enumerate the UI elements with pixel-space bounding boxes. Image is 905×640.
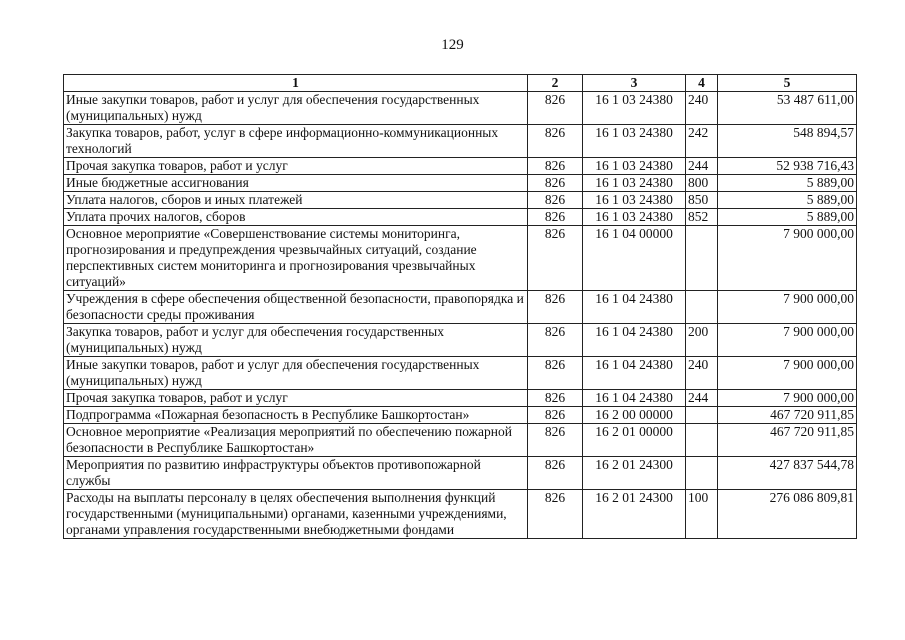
row-ministry-code: 826 <box>528 175 583 192</box>
budget-table <box>63 74 857 539</box>
row-expense-type: 850 <box>686 192 718 209</box>
row-target-code: 16 1 03 24380 <box>583 158 686 175</box>
row-name: Расходы на выплаты персоналу в целях обеспечения выполнения функций государственными (муниципальными) органами, казенными учреждениями, органами управления государственными внебюджетными фондами <box>64 490 528 539</box>
row-amount: 548 894,57 <box>718 125 857 158</box>
row-target-code: 16 1 04 00000 <box>583 226 686 291</box>
row-expense-type <box>686 424 718 457</box>
row-amount: 5 889,00 <box>718 192 857 209</box>
row-expense-type: 244 <box>686 390 718 407</box>
row-ministry-code: 826 <box>528 192 583 209</box>
row-expense-type <box>686 407 718 424</box>
table-row <box>64 209 857 226</box>
row-expense-type <box>686 291 718 324</box>
row-amount: 7 900 000,00 <box>718 324 857 357</box>
table-row <box>64 390 857 407</box>
table-row <box>64 158 857 175</box>
row-name: Закупка товаров, работ, услуг в сфере информационно-коммуникационных технологий <box>64 125 528 158</box>
row-amount: 427 837 544,78 <box>718 457 857 490</box>
row-expense-type: 240 <box>686 92 718 125</box>
row-expense-type: 200 <box>686 324 718 357</box>
row-expense-type <box>686 226 718 291</box>
row-name: Учреждения в сфере обеспечения общественной безопасности, правопорядка и безопасности среды проживания <box>64 291 528 324</box>
row-target-code: 16 1 03 24380 <box>583 209 686 226</box>
row-amount: 276 086 809,81 <box>718 490 857 539</box>
table-row <box>64 291 857 324</box>
row-target-code: 16 1 03 24380 <box>583 192 686 209</box>
row-amount: 7 900 000,00 <box>718 390 857 407</box>
row-ministry-code: 826 <box>528 209 583 226</box>
row-amount: 7 900 000,00 <box>718 291 857 324</box>
row-amount: 467 720 911,85 <box>718 407 857 424</box>
table-row <box>64 457 857 490</box>
row-target-code: 16 1 03 24380 <box>583 92 686 125</box>
row-name: Мероприятия по развитию инфраструктуры объектов противопожарной службы <box>64 457 528 490</box>
row-amount: 52 938 716,43 <box>718 158 857 175</box>
row-amount: 7 900 000,00 <box>718 226 857 291</box>
row-name: Прочая закупка товаров, работ и услуг <box>64 390 528 407</box>
row-name: Иные закупки товаров, работ и услуг для обеспечения государственных (муниципальных) нужд <box>64 357 528 390</box>
row-target-code: 16 1 04 24380 <box>583 291 686 324</box>
header-col-3: 3 <box>583 75 686 92</box>
row-ministry-code: 826 <box>528 457 583 490</box>
table-row <box>64 125 857 158</box>
row-ministry-code: 826 <box>528 407 583 424</box>
row-ministry-code: 826 <box>528 424 583 457</box>
row-name: Основное мероприятие «Реализация мероприятий по обеспечению пожарной безопасности в Республике Башкортостан» <box>64 424 528 457</box>
row-target-code: 16 2 01 24300 <box>583 490 686 539</box>
table-row <box>64 226 857 291</box>
row-name: Уплата налогов, сборов и иных платежей <box>64 192 528 209</box>
table-row <box>64 490 857 539</box>
row-target-code: 16 1 03 24380 <box>583 175 686 192</box>
page-number: 129 <box>441 37 464 53</box>
row-expense-type: 800 <box>686 175 718 192</box>
table-body <box>64 92 857 539</box>
row-target-code: 16 2 00 00000 <box>583 407 686 424</box>
row-name: Иные бюджетные ассигнования <box>64 175 528 192</box>
table-row <box>64 407 857 424</box>
row-name: Иные закупки товаров, работ и услуг для обеспечения государственных (муниципальных) нужд <box>64 92 528 125</box>
header-col-4: 4 <box>686 75 718 92</box>
row-ministry-code: 826 <box>528 490 583 539</box>
row-target-code: 16 1 04 24380 <box>583 390 686 407</box>
table-row <box>64 424 857 457</box>
row-ministry-code: 826 <box>528 125 583 158</box>
row-ministry-code: 826 <box>528 390 583 407</box>
row-target-code: 16 2 01 24300 <box>583 457 686 490</box>
row-name: Уплата прочих налогов, сборов <box>64 209 528 226</box>
row-amount: 5 889,00 <box>718 209 857 226</box>
row-amount: 53 487 611,00 <box>718 92 857 125</box>
row-name: Основное мероприятие «Совершенствование системы мониторинга, прогнозирования и предупреждения чрезвычайных ситуаций, создание перспективных систем мониторинга и прогнозирования чрезвычайных ситуаций» <box>64 226 528 291</box>
row-ministry-code: 826 <box>528 158 583 175</box>
row-target-code: 16 1 03 24380 <box>583 125 686 158</box>
row-target-code: 16 2 01 00000 <box>583 424 686 457</box>
row-ministry-code: 826 <box>528 226 583 291</box>
table-row <box>64 324 857 357</box>
table-row <box>64 357 857 390</box>
row-ministry-code: 826 <box>528 291 583 324</box>
row-ministry-code: 826 <box>528 92 583 125</box>
row-expense-type: 240 <box>686 357 718 390</box>
row-expense-type: 852 <box>686 209 718 226</box>
table-row <box>64 92 857 125</box>
row-name: Закупка товаров, работ и услуг для обеспечения государственных (муниципальных) нужд <box>64 324 528 357</box>
row-expense-type: 244 <box>686 158 718 175</box>
row-expense-type <box>686 457 718 490</box>
row-expense-type: 100 <box>686 490 718 539</box>
table-row <box>64 192 857 209</box>
row-ministry-code: 826 <box>528 357 583 390</box>
row-ministry-code: 826 <box>528 324 583 357</box>
row-amount: 5 889,00 <box>718 175 857 192</box>
header-col-2: 2 <box>528 75 583 92</box>
row-expense-type: 242 <box>686 125 718 158</box>
table-row <box>64 175 857 192</box>
header-col-5: 5 <box>718 75 857 92</box>
row-target-code: 16 1 04 24380 <box>583 324 686 357</box>
header-col-1: 1 <box>64 75 528 92</box>
row-amount: 7 900 000,00 <box>718 357 857 390</box>
row-name: Подпрограмма «Пожарная безопасность в Республике Башкортостан» <box>64 407 528 424</box>
row-target-code: 16 1 04 24380 <box>583 357 686 390</box>
header-row <box>64 75 857 92</box>
row-name: Прочая закупка товаров, работ и услуг <box>64 158 528 175</box>
row-amount: 467 720 911,85 <box>718 424 857 457</box>
